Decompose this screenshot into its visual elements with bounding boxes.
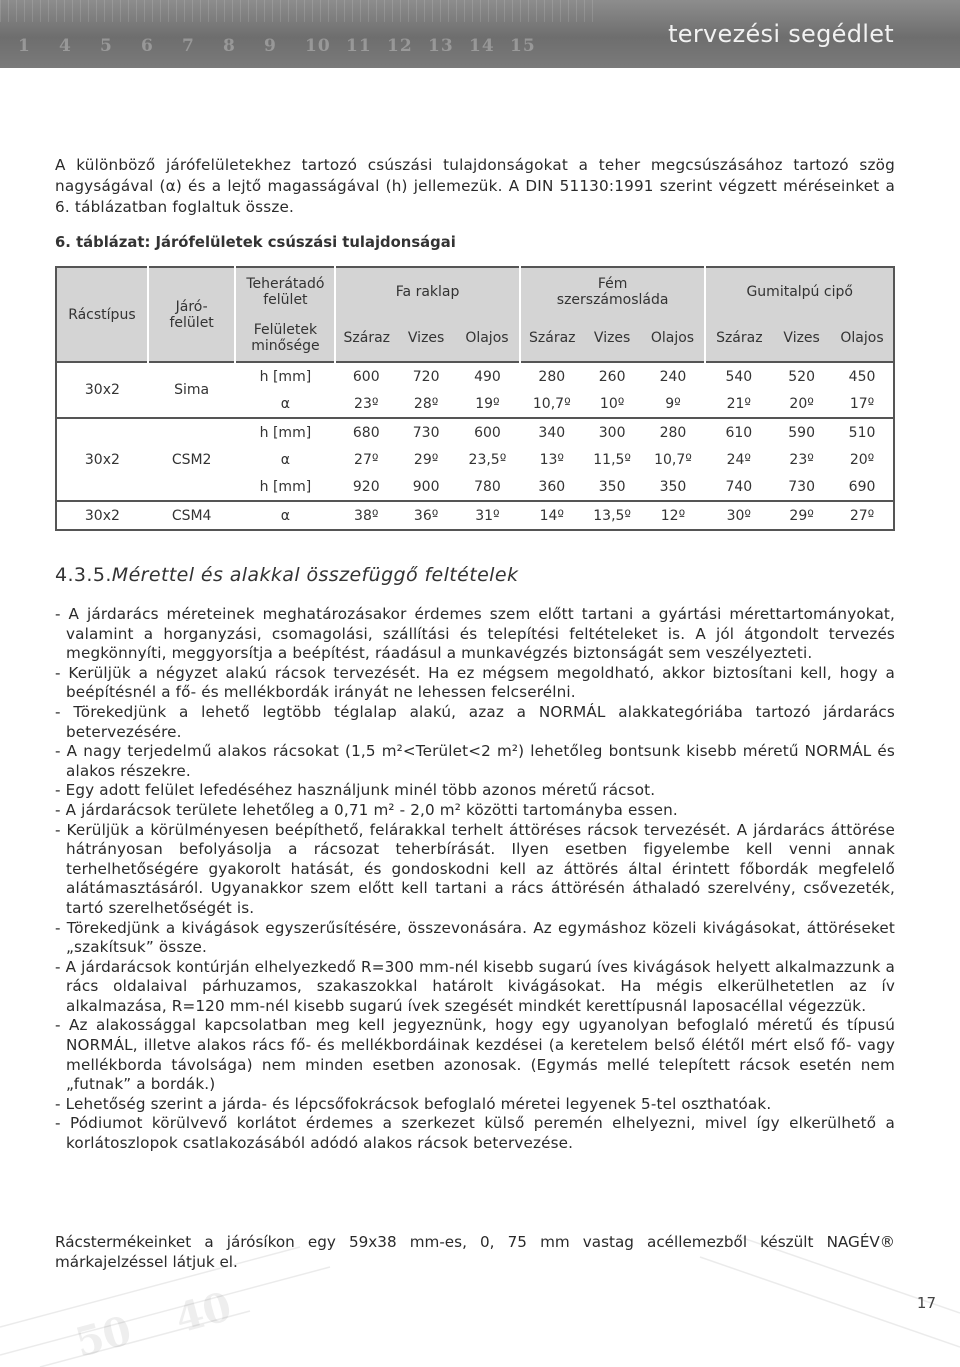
- subheader-cell: Olajos: [455, 315, 520, 362]
- cell-value: 510: [831, 418, 894, 446]
- cell-racstipus: 30x2: [56, 362, 148, 418]
- subheader-cell: Száraz: [520, 315, 584, 362]
- cell-value: 31º: [455, 501, 520, 530]
- cell-row-label: α: [235, 501, 335, 530]
- section-title: Mérettel és alakkal összefüggő feltételek: [111, 564, 519, 586]
- cell-value: 730: [397, 418, 455, 446]
- subheader-cell: Vizes: [397, 315, 455, 362]
- ruler-number: 1: [18, 36, 31, 56]
- table-row: [56, 418, 894, 446]
- cell-jarofelulet: Sima: [148, 362, 236, 418]
- section-number: 4.3.5.: [55, 564, 112, 586]
- subheader-cell: Vizes: [584, 315, 641, 362]
- list-item: - A nagy terjedelmű alakos rácsokat (1,5 m²<Terület<2 m²) lehetőleg bontsunk kisebb méretű NORMÁL és alakos részekre.: [55, 742, 895, 780]
- list-item: - A járdarácsok kontúrján elhelyezkedő R=300 mm-nél kisebb sugarú íves kivágások helyett alkalmazzunk a rács oldalaival párhuzamos, szakaszokkal határolt kivágásokat. Ha mégis elkerülhetetlen az ív alkalmazása, R=120 mm-nél kisebb sugarú ívek szegését mindkét kerettípusnál laposacéllal végezzük.: [55, 957, 895, 1015]
- subheader-cell: Száraz: [335, 315, 397, 362]
- header-racstipus: Rácstípus: [56, 267, 148, 362]
- cell-value: 680: [335, 418, 397, 446]
- ruler-number: 4: [59, 36, 72, 56]
- intro-paragraph: A különböző járófelületekhez tartozó csúszási tulajdonságokat a teher megcsúszásához tartozó szög nagyságával (α) és a lejtő magasságával (h) jellemezük. A DIN 51130:1991 szerint végzett méréseinket a 6. táblázatban foglaltuk össze.: [55, 156, 895, 216]
- intro-block: [55, 155, 895, 251]
- list-item: - Egy adott felület lefedéséhez használjunk minél több azonos méretű rácsot.: [55, 781, 656, 800]
- cell-value: 730: [788, 478, 815, 495]
- list-item: - Törekedjünk a lehető legtöbb téglalap alakú, azaz a NORMÁL alakkategóriába tartozó járdarács betervezésére.: [55, 702, 895, 741]
- list-item: - Az alakossággal kapcsolatban meg kell jegyeznünk, hogy egy ugyanolyan befoglaló méretű és típusú NORMÁL, illetve alakos rács fő- és mellékbordáinak kezdései (a keretelem belső élétől mért első fő- vagy mellékborda távolsága) nem minden esetben azonosak. (Egymás mellé telepített rácsok esetén nem „futnak” a bordák.): [55, 1016, 895, 1094]
- cell-value: 540: [705, 362, 772, 390]
- cell-value: 19º: [475, 395, 500, 412]
- cell-value: 9º: [665, 395, 681, 412]
- table-row: [56, 362, 894, 390]
- cell-row-label: α: [280, 395, 291, 412]
- cell-value: 780: [474, 478, 501, 495]
- cell-value: 28º: [413, 395, 439, 412]
- header-band: [0, 0, 960, 68]
- cell-value: 30º: [705, 501, 772, 530]
- list-item: - Törekedjünk a kivágások egyszerűsítésére, összevonására. Az egymáshoz közeli kivágásokat, áttöréseket „szakítsuk” össze.: [55, 918, 895, 957]
- cell-value: 20º: [789, 395, 814, 412]
- ruler-ticks: [0, 0, 600, 22]
- ruler-number: 9: [264, 36, 277, 56]
- cell-value: 13º: [539, 451, 564, 468]
- cell-value: 900: [412, 478, 440, 495]
- header-teheratado: Teherátadó felület: [235, 267, 335, 315]
- ruler-number: 13: [428, 36, 454, 56]
- header-title: tervezési segédlet: [668, 20, 894, 48]
- list-item: - Kerüljük a négyzet alakú rácsok tervezését. Ha ez mégsem megoldható, akkor biztosítani kell, hogy a beépítésnél a fő- és mellékbordák irányát ne lehessen felcserélni.: [55, 663, 895, 702]
- sliding-properties-table: [55, 266, 895, 531]
- closing-paragraph: Rácstermékeinket a járósíkon egy 59x38 mm-es, 0, 75 mm vastag acéllemezből készült NAGÉV® márkajelzéssel látjuk el.: [55, 1233, 895, 1271]
- cell-row-label: α: [280, 451, 291, 468]
- cell-value: 27º: [354, 451, 379, 468]
- header-feluletek-minosege: Felületek minősége: [235, 315, 335, 362]
- cell-value: 12º: [641, 501, 706, 530]
- ruler-numbers: [18, 28, 551, 56]
- cell-row-label: h [mm]: [235, 418, 335, 446]
- list-item: - A járdarács méreteinek meghatározásakor érdemes szem előtt tartani a gyártási mérettartományokat, valamint a horganyzási, csomagolási, szállítási és telepítési feltételeket is. A jól átgondolt tervezés megkönnyíti, meggyorsítja a beépítést, ráadásul a munkavégzés biztonságát sem veszélyezteti.: [55, 605, 895, 663]
- cell-value: 13,5º: [584, 501, 641, 530]
- header-jarofelulet: Járó- felület: [148, 267, 236, 362]
- cell-value: 610: [705, 418, 772, 446]
- cell-value: 280: [520, 362, 584, 390]
- subheader-cell: Száraz: [705, 315, 772, 362]
- cell-value: 920: [352, 478, 380, 495]
- cell-value: 23,5º: [468, 451, 507, 468]
- cell-value: 17º: [849, 395, 875, 412]
- cell-jarofelulet: CSM2: [148, 418, 236, 501]
- cell-value: 10,7º: [654, 451, 692, 468]
- ruler-number: 15: [510, 36, 536, 56]
- ruler-number: 6: [141, 36, 154, 56]
- cell-value: 600: [455, 418, 520, 446]
- list-item: - Lehetőség szerint a járda- és lépcsőfokrácsok befoglaló méretei legyenek 5-tel oszthatóak.: [55, 1094, 772, 1113]
- cell-value: 23º: [789, 451, 814, 468]
- cell-value: 350: [659, 478, 687, 495]
- table-row: [56, 501, 894, 530]
- cell-value: 740: [725, 478, 753, 495]
- header-group-fem-szerszamoslada: Fém szerszámosláda: [520, 267, 706, 315]
- cell-row-label: h [mm]: [235, 362, 335, 390]
- guideline-list: [55, 605, 895, 1154]
- svg-text:40: 40: [170, 1282, 237, 1343]
- cell-value: 280: [641, 418, 706, 446]
- ruler-number: 11: [346, 36, 372, 56]
- page-number: 17: [916, 1294, 936, 1312]
- ruler-number: 8: [223, 36, 236, 56]
- cell-row-label: h [mm]: [259, 478, 312, 495]
- subheader-cell: Vizes: [772, 315, 831, 362]
- cell-value: 690: [848, 478, 876, 495]
- cell-value: 300: [584, 418, 641, 446]
- subheader-cell: Olajos: [831, 315, 894, 362]
- cell-jarofelulet: CSM4: [148, 501, 236, 530]
- list-item: - A járdarácsok területe lehetőleg a 0,71 m² - 2,0 m² közötti tartományba essen.: [55, 800, 678, 819]
- cell-value: 21º: [726, 395, 752, 412]
- svg-text:50: 50: [70, 1306, 137, 1367]
- cell-value: 490: [455, 362, 520, 390]
- cell-value: 450: [831, 362, 894, 390]
- section-heading: [55, 564, 518, 586]
- list-item: - Kerüljük a körülményesen beépíthető, felárakkal terhelt áttöréses rácsok tervezését. A járdarács áttörése hátrányosan befolyásolja a rácsozat teherbírását. Ilyen esetben figyelembe kell venni annak terhelhetőségére gyakorolt hatását, és gondoskodni kell az áttörés által érintett főbordák megfelelő alátámasztásáról. Ugyanakkor szem előtt kell tartani a rács áttörésén áthaladó szerelvény, csővezeték, tartó szerelhetőségét is.: [55, 820, 895, 917]
- ruler-number: 10: [305, 36, 331, 56]
- header-group-gumitalpu-cipo: Gumitalpú cipő: [705, 267, 894, 315]
- ruler-number: 14: [469, 36, 495, 56]
- cell-value: 520: [772, 362, 831, 390]
- cell-value: 23º: [354, 395, 379, 412]
- cell-value: 240: [641, 362, 706, 390]
- cell-value: 590: [772, 418, 831, 446]
- ruler-number: 7: [182, 36, 195, 56]
- cell-value: 36º: [397, 501, 455, 530]
- header-group-fa-raklap: Fa raklap: [335, 267, 520, 315]
- ruler-number: 12: [387, 36, 413, 56]
- cell-value: 340: [520, 418, 584, 446]
- cell-value: 29º: [413, 451, 439, 468]
- cell-value: 20º: [849, 451, 875, 468]
- cell-value: 38º: [335, 501, 397, 530]
- cell-value: 350: [598, 478, 626, 495]
- cell-racstipus: 30x2: [56, 418, 148, 501]
- list-item: - Pódiumot körülvevő korlátot érdemes a szerkezet külső peremén elhelyezni, mivel így elkerülhető a korlátoszlopok csatlakozásából adódó alakos rácsok betervezése.: [55, 1114, 895, 1153]
- cell-value: 24º: [726, 451, 752, 468]
- cell-value: 600: [335, 362, 397, 390]
- cell-value: 10º: [599, 395, 625, 412]
- cell-value: 10,7º: [532, 395, 571, 412]
- table-caption: 6. táblázat: Járófelületek csúszási tulajdonságai: [55, 234, 456, 251]
- cell-value: 27º: [831, 501, 894, 530]
- cell-value: 29º: [772, 501, 831, 530]
- cell-value: 14º: [520, 501, 584, 530]
- cell-racstipus: 30x2: [56, 501, 148, 530]
- cell-value: 11,5º: [593, 451, 632, 468]
- cell-value: 260: [584, 362, 641, 390]
- ruler-number: 5: [100, 36, 113, 56]
- cell-value: 720: [397, 362, 455, 390]
- subheader-cell: Olajos: [641, 315, 706, 362]
- cell-value: 360: [538, 478, 566, 495]
